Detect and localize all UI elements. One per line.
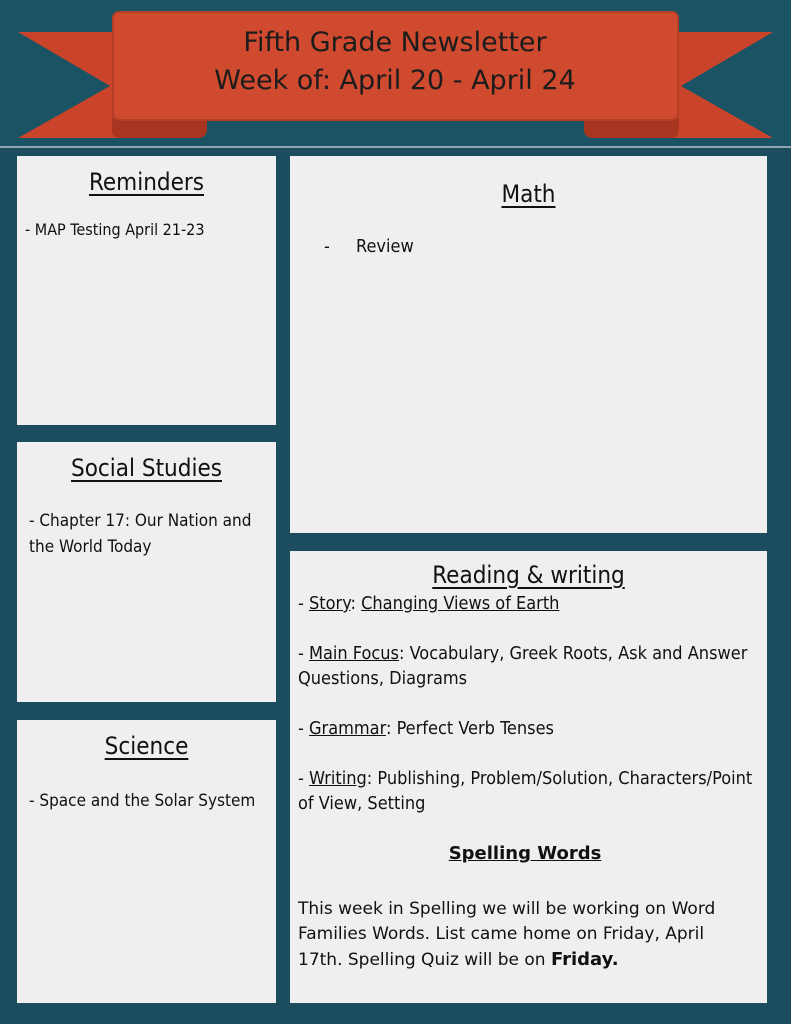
- grammar-value: Perfect Verb Tenses: [396, 718, 554, 739]
- story-row: - Story: Changing Views of Earth: [298, 593, 560, 614]
- newsletter-title: [115, 24, 675, 100]
- social-studies-item: - Chapter 17: Our Nation and the World Today: [29, 511, 252, 557]
- grammar-row: - Grammar: Perfect Verb Tenses: [298, 718, 554, 739]
- writing-label: Writing: [309, 768, 367, 789]
- main-focus-row: - Main Focus: Vocabulary, Greek Roots, Ask and Answer Questions, Diagrams: [298, 643, 748, 689]
- spelling-description: [298, 897, 738, 973]
- math-item: [324, 236, 414, 257]
- grammar-label: Grammar: [309, 718, 386, 739]
- spelling-words-heading: Spelling Words: [448, 843, 602, 864]
- writing-value: Publishing, Problem/Solution, Characters/Point of View, Setting: [298, 768, 753, 814]
- reminders-heading: Reminders: [88, 168, 205, 196]
- writing-row: - Writing: Publishing, Problem/Solution, Characters/Point of View, Setting: [298, 768, 753, 814]
- science-panel: [17, 720, 276, 1003]
- header-banner: [0, 0, 791, 148]
- math-heading: Math: [501, 180, 556, 208]
- social-studies-heading: Social Studies: [71, 454, 222, 482]
- math-item-dash: -: [324, 236, 330, 257]
- math-item-text: Review: [356, 236, 414, 257]
- science-heading: Science: [104, 732, 189, 760]
- spelling-day: Friday.: [550, 949, 619, 970]
- story-label: Story: [309, 593, 351, 614]
- story-value: Changing Views of Earth: [361, 593, 560, 614]
- reminders-item: - MAP Testing April 21-23: [25, 220, 205, 239]
- main-focus-label: Main Focus: [309, 643, 399, 664]
- spelling-text: This week in Spelling we will be working on Word Families Words. List came home on Friday, April 17th. Spelling Quiz will be on: [298, 899, 716, 970]
- reading-writing-list: [298, 591, 758, 841]
- reading-writing-heading: Reading & writing: [432, 561, 625, 589]
- social-studies-panel: [17, 442, 276, 702]
- main-focus-value: Vocabulary, Greek Roots, Ask and Answer Questions, Diagrams: [298, 643, 748, 689]
- title-line-1: Fifth Grade Newsletter: [243, 27, 547, 58]
- reminders-panel: [17, 156, 276, 425]
- math-panel: [290, 156, 767, 533]
- science-item: - Space and the Solar System: [29, 791, 256, 811]
- reading-writing-panel: [290, 551, 767, 1003]
- title-line-2: Week of: April 20 - April 24: [214, 65, 576, 96]
